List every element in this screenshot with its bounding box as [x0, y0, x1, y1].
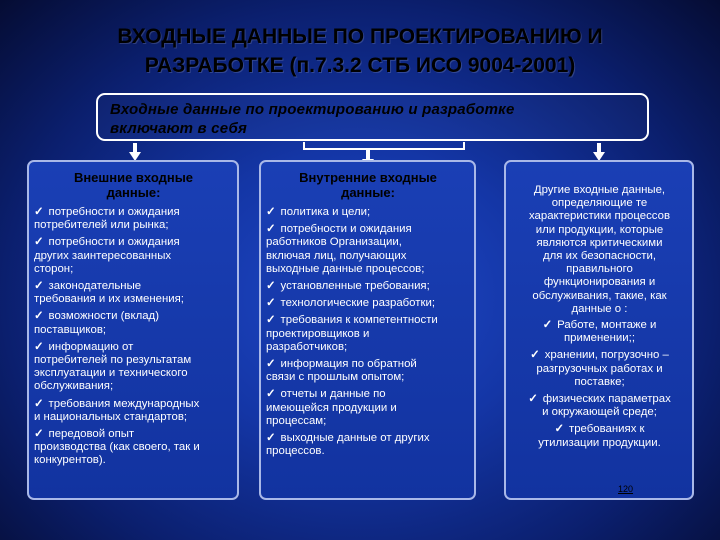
other-input-item-line: ✓ Работе, монтаже и	[542, 319, 657, 332]
external-input-item	[34, 236, 233, 276]
external-input-item	[34, 398, 233, 424]
checkmark-icon: ✓	[34, 428, 44, 441]
checkmark-icon: ✓	[266, 432, 276, 445]
internal-input-item-line: связи с прошлым опытом;	[266, 371, 405, 384]
arrow-down-icon	[593, 143, 605, 161]
checkmark-icon: ✓	[554, 423, 564, 436]
page-number: 120	[618, 484, 634, 494]
header-text-line-1: Входные данные по проектированию и разработке	[110, 101, 515, 118]
other-inputs-intro-line: данные о :	[571, 302, 628, 315]
checkmark-icon: ✓	[266, 280, 276, 293]
internal-input-item-line: ✓ выходные данные от других	[266, 432, 430, 445]
other-inputs-intro-line: определяющие те	[551, 197, 648, 210]
internal-input-item-line: процессам;	[266, 414, 327, 427]
external-input-item-line: ✓ потребности и ожидания	[34, 206, 180, 218]
internal-input-item-line: ✓ технологические разработки;	[266, 297, 435, 310]
external-input-item-line: поставщиков;	[34, 323, 107, 336]
internal-input-item-line: ✓ установленные требования;	[266, 280, 430, 293]
other-input-item	[511, 393, 688, 419]
other-inputs-intro	[511, 184, 688, 316]
checkmark-icon: ✓	[542, 319, 553, 332]
internal-input-item	[266, 223, 470, 276]
external-input-item-line: и национальных стандартов;	[34, 410, 188, 423]
other-inputs-intro-line: Другие входные данные,	[533, 184, 666, 196]
external-inputs-title: Внешние входные данные:	[73, 170, 194, 200]
checkmark-icon: ✓	[34, 397, 44, 410]
checkmark-icon: ✓	[266, 314, 276, 327]
checkmark-icon: ✓	[266, 388, 276, 401]
internal-input-item-line: включая лиц, получающих	[266, 249, 407, 262]
external-input-item-line: конкурентов).	[34, 454, 106, 467]
internal-input-item-line: ✓ требования к компетентности	[266, 314, 438, 327]
internal-input-item-line: ✓ информация по обратной	[266, 358, 417, 371]
checkmark-icon: ✓	[266, 358, 276, 371]
external-input-item-line: ✓ законодательные	[34, 280, 142, 293]
checkmark-icon: ✓	[530, 349, 540, 362]
other-input-item	[511, 319, 688, 345]
connector-bracket	[303, 142, 465, 150]
other-input-item	[511, 349, 688, 389]
other-inputs-intro-line: для их безопасности,	[542, 250, 657, 263]
header-box	[96, 93, 649, 141]
checkmark-icon: ✓	[528, 393, 538, 406]
internal-input-item-line: разработчиков;	[266, 340, 348, 353]
external-input-item-line: ✓ потребности и ожидания	[34, 236, 180, 249]
internal-input-item-line: ✓ отчеты и данные по	[266, 388, 386, 401]
internal-input-item	[266, 280, 470, 293]
external-input-item-line: ✓ передовой опыт	[34, 428, 135, 441]
other-inputs-intro-line: функционирования и	[543, 276, 656, 289]
external-input-item	[34, 206, 233, 232]
external-input-item-line: производства (как своего, так и	[34, 441, 200, 454]
internal-input-item	[266, 358, 470, 384]
other-input-item	[511, 423, 688, 449]
other-input-item-line: ✓ требованиях к	[554, 423, 645, 436]
external-input-item-line: потребителей по результатам	[34, 354, 192, 367]
external-input-item	[34, 280, 233, 306]
external-inputs-list	[34, 206, 233, 468]
other-inputs-intro-line: или продукции, которые	[535, 223, 664, 236]
other-input-item-line: поставке;	[574, 375, 625, 388]
external-input-item-line: обслуживания;	[34, 380, 114, 393]
external-input-item	[34, 310, 233, 336]
internal-inputs-panel	[259, 160, 476, 500]
checkmark-icon: ✓	[34, 236, 44, 249]
checkmark-icon: ✓	[266, 223, 276, 236]
header-text-line-2: включают в себя	[110, 120, 247, 137]
internal-input-item-line: процессов.	[266, 445, 325, 458]
slide-title	[20, 22, 700, 80]
checkmark-icon: ✓	[34, 206, 44, 218]
internal-input-item-line: имеющейся продукции и	[266, 401, 397, 414]
internal-input-item-line: работников Организации,	[266, 236, 402, 249]
internal-input-item-line: выходные данные процессов;	[266, 262, 425, 275]
internal-input-item	[266, 297, 470, 310]
internal-inputs-title: Внутренние входные данные:	[299, 170, 437, 200]
header-text	[110, 100, 637, 138]
checkmark-icon: ✓	[266, 206, 276, 218]
external-input-item-line: ✓ возможности (вклад)	[34, 310, 159, 323]
external-input-item-line: требования и их изменения;	[34, 293, 184, 306]
checkmark-icon: ✓	[34, 340, 44, 353]
external-input-item-line: других заинтересованных	[34, 249, 172, 262]
other-input-item-line: разгрузочных работах и	[536, 362, 663, 375]
external-input-item-line: ✓ информацию от	[34, 340, 134, 353]
arrow-down-icon	[129, 143, 141, 161]
slide-title-line-2: РАЗРАБОТКЕ (п.7.3.2 СТБ ИСО 9004-2001)	[144, 54, 576, 77]
external-input-item-line: сторон;	[34, 262, 74, 275]
other-inputs-intro-line: характеристики процессов	[528, 210, 671, 223]
internal-input-item-line: ✓ политика и цели;	[266, 206, 371, 218]
other-input-item-line: ✓ физических параметрах	[528, 393, 671, 406]
checkmark-icon: ✓	[34, 280, 44, 293]
internal-input-item	[266, 432, 470, 458]
other-input-item-line: утилизации продукции.	[538, 436, 661, 449]
other-input-item-line: и окружающей среде;	[542, 406, 657, 419]
external-input-item-line: ✓ требования международных	[34, 397, 200, 410]
other-inputs-intro-line: являются критическими	[536, 236, 663, 249]
external-input-item-line: эксплуатации и технического	[34, 367, 188, 380]
slide-title-line-1: ВХОДНЫЕ ДАННЫЕ ПО ПРОЕКТИРОВАНИЮ И	[117, 25, 603, 48]
internal-input-item-line: ✓ потребности и ожидания	[266, 223, 412, 236]
internal-input-item	[266, 388, 470, 428]
other-inputs-list	[511, 319, 688, 450]
checkmark-icon: ✓	[266, 297, 276, 310]
other-inputs-panel	[504, 160, 694, 500]
other-inputs-intro-line: правильного	[566, 263, 633, 276]
internal-input-item	[266, 206, 470, 219]
external-input-item	[34, 428, 233, 468]
internal-inputs-list	[266, 206, 470, 458]
internal-input-item	[266, 314, 470, 354]
external-inputs-panel	[27, 160, 239, 500]
other-input-item-line: применении;;	[563, 332, 635, 345]
other-inputs-intro-line: обслуживания, такие, как	[532, 289, 667, 302]
other-input-item-line: ✓ хранении, погрузочно –	[530, 349, 669, 362]
checkmark-icon: ✓	[34, 310, 44, 323]
external-input-item	[34, 341, 233, 394]
external-input-item-line: потребителей или рынка;	[34, 219, 169, 232]
internal-input-item-line: проектировщиков и	[266, 327, 370, 340]
